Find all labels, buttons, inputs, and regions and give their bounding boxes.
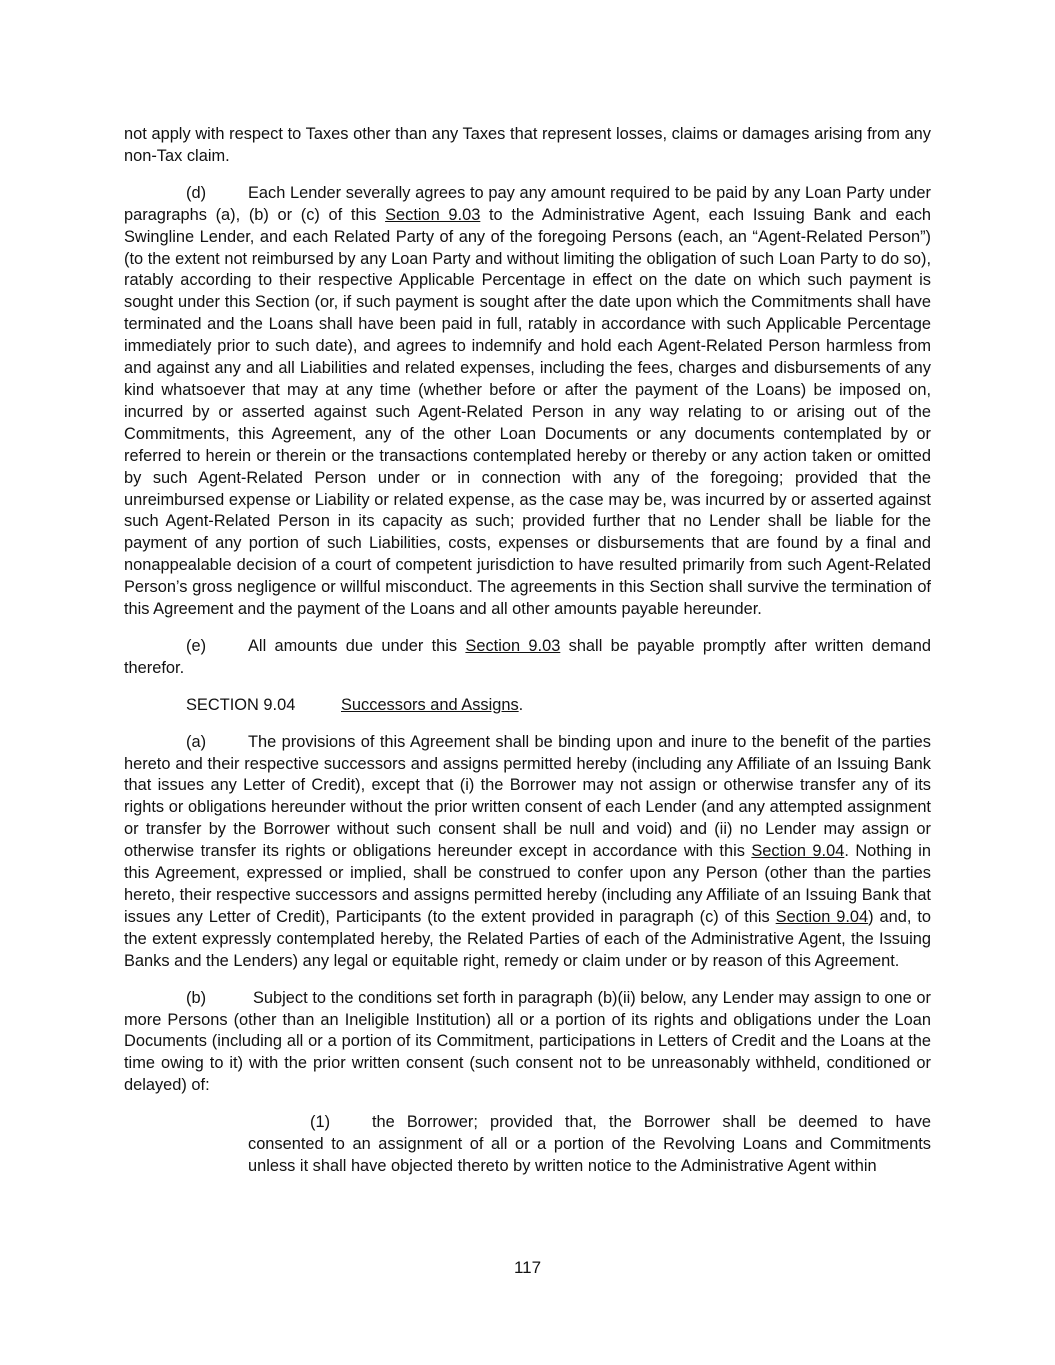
paragraph-a-text-1: The provisions of this Agreement shall be binding upon and inure to the benefit of the parties hereto and their respective successors and assigns permitted hereby (including any Affiliate of an Issuing Bank that issues any Letter of Credit), except that (i) the Borrower may not assign or otherwise transfer any of its rights or obligations hereunder without the prior written consent of each Lender (and any attempted assignment or transfer by the Borrower without such consent shall be null and void) and (ii) no Lender may assign or otherwise transfer its rights or obligations hereunder except in accordance with this: [124, 732, 931, 861]
section-9-04-reference: Section 9.04: [751, 842, 845, 861]
paragraph-a-text-3: ) and, to the extent expressly contemplated hereby, the Related Parties of each of the Administrative Agent, the Issuing Banks and the Lenders) any legal or equitable right, remedy or claim under or by reason of this Agreement.: [124, 907, 932, 970]
paragraph-d-text-before: Each Lender severally agrees to pay any amount required to be paid by any Loan Party under paragraphs (a), (b) or (c) of this: [124, 183, 931, 224]
paragraph-d-text-after: to the Administrative Agent, each Issuing Bank and each Swingline Lender, and each Related Party of any of the foregoing Persons (each, an “Agent-Related Person”) (to the extent not reimbursed by any Loan Party and without limiting the obligation of such Loan Party to do so), ratably according to their respective Applicable Percentage in effect on the date on which such payment is sought under this Section (or, if such payment is sought after the date upon which the Commitments shall have terminated and the Loans shall have been paid in full, ratably in accordance with such Applicable Percentage immediately prior to such date), and agrees to indemnify and hold each Agent-Related Person harmless from and against any and all Liabilities and related expenses, including the fees, charges and disbursements of any kind whatsoever that may at any time (whether before or after the payment of the Loans) be imposed on, incurred by or asserted against such Agent-Related Person in any way relating to or arising out of the Commitments, this Agreement, any of the other Loan Documents or any documents contemplated by or referred to herein or therein or the transactions contemplated hereby or thereby or any action taken or omitted by such Agent-Related Person under or in connection with any of the foregoing; provided that the unreimbursed expense or Liability or related expense, as the case may be, was incurred by or asserted against such Agent-Related Person in its capacity as such; provided further that no Lender shall be liable for the payment of any portion of such Liabilities, costs, expenses or disbursements that are found by a final and nonappealable decision of a court of competent jurisdiction to have resulted primarily from such Agent-Related Person’s gross negligence or willful misconduct. The agreements in this Section shall survive the termination of this Agreement and the payment of the Loans and all other amounts payable hereunder.: [124, 205, 932, 619]
paragraph-b-1-label: (1): [310, 1113, 331, 1132]
paragraph-a-text-2: . Nothing in this Agreement, expressed or implied, shall be construed to confer upon any Person (other than the parties hereto, their respective successors and assigns permitted hereby (including any Affiliate of an Issuing Bank that issues any Letter of Credit), Participants (to the extent provided in paragraph (c) of this: [124, 842, 931, 926]
section-heading: [124, 695, 931, 717]
paragraph-a-label: (a): [186, 732, 207, 751]
section-9-03-reference: Section 9.03: [385, 205, 481, 224]
section-9-04-reference: Section 9.04: [775, 907, 869, 926]
section-9-03-reference: Section 9.03: [465, 636, 561, 655]
document-page: [124, 124, 931, 1178]
paragraph-b-text: Subject to the conditions set forth in paragraph (b)(ii) below, any Lender may assign to one or more Persons (other than an Ineligible Institution) all or a portion of its rights and obligations under the Loan Documents (including all or a portion of its Commitment, participations in Letters of Credit and the Loans at the time owing to it) with the prior written consent (such consent not to be unreasonably withheld, conditioned or delayed) of:: [124, 988, 931, 1095]
paragraph-d-label: (d): [186, 183, 207, 202]
paragraph-intro: not apply with respect to Taxes other than any Taxes that represent losses, claims or damages arising from any non-Tax claim.: [124, 125, 931, 165]
paragraph-e: [124, 636, 931, 680]
paragraph-b-1-text: the Borrower; provided that, the Borrower shall be deemed to have consented to an assignment of all or a portion of the Revolving Loans and Commitments unless it shall have objected thereto by written notice to the Administrative Agent within: [248, 1113, 931, 1175]
paragraph-a: [124, 732, 931, 973]
paragraph-e-label: (e): [186, 636, 207, 655]
paragraph-e-text-after: shall be payable promptly after written demand therefor.: [124, 636, 932, 677]
paragraph-b-1: [248, 1112, 931, 1178]
section-title-period: .: [518, 695, 524, 714]
paragraph-b: [124, 988, 931, 1098]
section-number: SECTION 9.04: [186, 695, 296, 714]
paragraph-e-text-before: All amounts due under this: [248, 636, 466, 655]
paragraph-d: [124, 183, 931, 621]
page-number: 117: [513, 1258, 542, 1277]
section-title: Successors and Assigns: [341, 695, 519, 714]
paragraph-b-label: (b): [186, 988, 207, 1007]
